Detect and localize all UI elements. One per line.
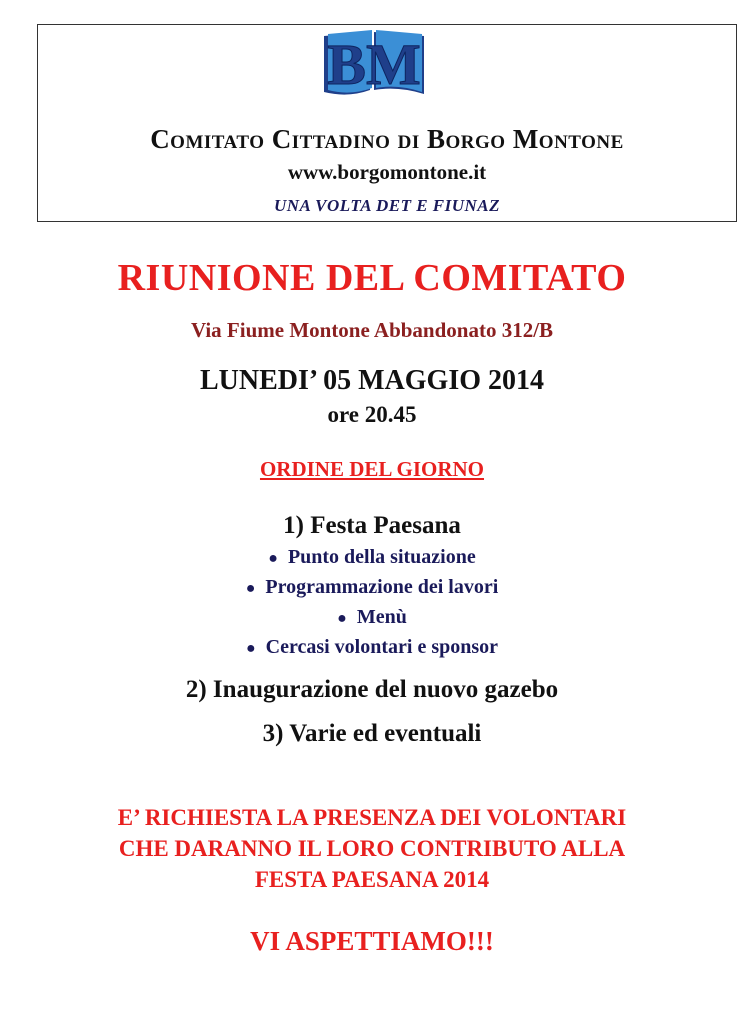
- bullet-icon: ●: [337, 610, 347, 627]
- agenda-subitem: [0, 546, 744, 569]
- notice-line-3: FESTA PAESANA 2014: [254, 867, 490, 892]
- meeting-address: Via Fiume Montone Abbandonato 312/B: [190, 318, 554, 342]
- subitem-text: Punto della situazione: [287, 546, 476, 568]
- agenda-item-1: 1) Festa Paesana: [283, 512, 461, 539]
- subitem-text: Cercasi volontari e sponsor: [265, 636, 499, 658]
- agenda-title-text: ORDINE DEL GIORNO: [259, 457, 485, 481]
- website: www.borgomontone.it: [287, 160, 487, 184]
- meeting-time: ore 20.45: [327, 402, 417, 427]
- agenda-title: [0, 457, 744, 482]
- agenda-subitem: [0, 606, 744, 629]
- organization-name: Comitato Cittadino di Borgo Montone: [150, 124, 624, 154]
- bm-logo: [318, 28, 430, 108]
- agenda-item-3: 3) Varie ed eventuali: [262, 720, 482, 747]
- bullet-icon: ●: [245, 640, 256, 657]
- motto: UNA VOLTA DET E FIUNAZ: [273, 196, 501, 215]
- subitem-text: Menù: [356, 606, 407, 628]
- notice-line-2: CHE DARANNO IL LORO CONTRIBUTO ALLA: [118, 836, 626, 861]
- agenda-subitem: [0, 576, 744, 599]
- agenda-subitem: [0, 636, 744, 659]
- bullet-icon: ●: [245, 580, 256, 597]
- subitem-text: Programmazione dei lavori: [265, 576, 499, 598]
- notice-line-1: E’ RICHIESTA LA PRESENZA DEI VOLONTARI: [117, 805, 627, 830]
- logo-text: BM: [327, 32, 421, 97]
- meeting-date: LUNEDI’ 05 MAGGIO 2014: [199, 365, 545, 396]
- bullet-icon: ●: [268, 550, 278, 567]
- closing-message: VI ASPETTIAMO!!!: [250, 926, 494, 956]
- meeting-title: RIUNIONE DEL COMITATO: [117, 257, 627, 299]
- agenda-item-2: 2) Inaugurazione del nuovo gazebo: [185, 676, 559, 703]
